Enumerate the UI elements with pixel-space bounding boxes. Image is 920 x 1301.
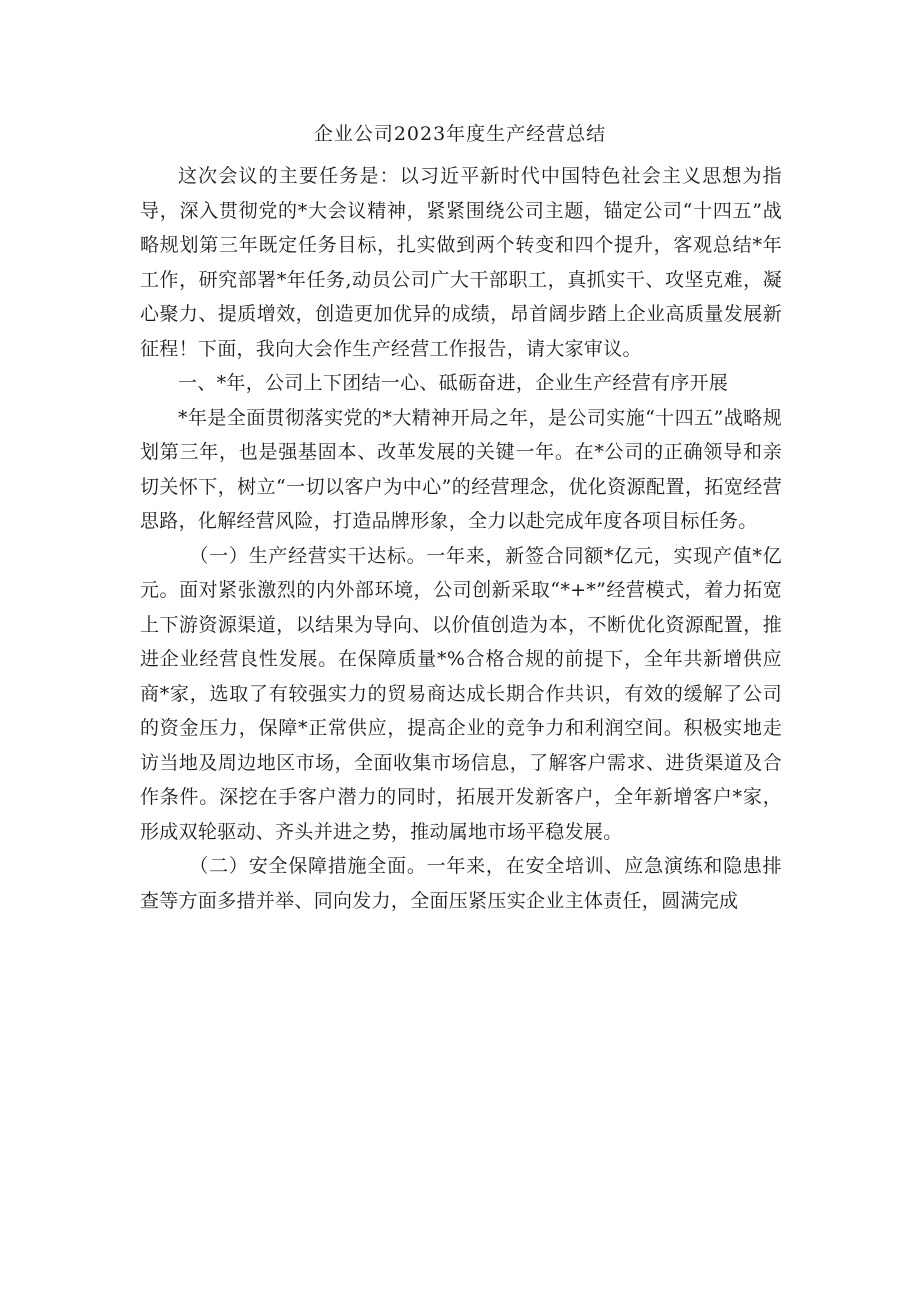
paragraph-safety: （二）安全保障措施全面。一年来，在安全培训、应急演练和隐患排查等方面多措并举、同向发力，全面压紧压实企业主体责任，圆满完成 bbox=[140, 855, 782, 912]
paragraph-production: （一）生产经营实干达标。一年来，新签合同额*亿元，实现产值*亿元。面对紧张激烈的内外部环境，公司创新采取“*+*”经营模式，着力拓宽上下游资源渠道，以结果为导向、以价值创造为本，不断优化资源配置，推进企业经营良性发展。在保障质量*%合格合规的前提下，全年共新增供应商*家，选取了有较强实力的贸易商达成长期合作共识，有效的缓解了公司的资金压力，保障*正常供应，提高企业的竞争力和利润空间。积极实地走访当地及周边地区市场，全面收集市场信息，了解客户需求、进货渠道及合作条件。深挖在手客户潜力的同时，拓展开发新客户，全年新增客户*家，形成双轮驱动、齐头并进之势，推动属地市场平稳发展。 bbox=[140, 544, 782, 843]
paragraph-overview: *年是全面贯彻落实党的*大精神开局之年，是公司实施“十四五”战略规划第三年，也是强基固本、改革发展的关键一年。在*公司的正确领导和亲切关怀下，树立“一切以客户为中心”的经营理念，优化资源配置，拓宽经营思路，化解经营风险，打造品牌形象，全力以赴完成年度各项目标任务。 bbox=[140, 406, 782, 532]
section-heading-1: 一、*年，公司上下团结一心、砥砺奋进，企业生产经营有序开展 bbox=[178, 372, 729, 394]
document-title: 企业公司2023年度生产经营总结 bbox=[313, 123, 607, 145]
paragraph-intro: 这次会议的主要任务是：以习近平新时代中国特色社会主义思想为指导，深入贯彻党的*大会议精神，紧紧围绕公司主题，锚定公司“十四五”战略规划第三年既定任务目标，扎实做到两个转变和四个提升，客观总结*年工作，研究部署*年任务,动员公司广大干部职工，真抓实干、攻坚克难，凝心聚力、提质增效，创造更加优异的成绩，昂首阔步踏上企业高质量发展新征程！下面，我向大会作生产经营工作报告，请大家审议。 bbox=[140, 165, 782, 360]
document-body bbox=[140, 159, 782, 918]
